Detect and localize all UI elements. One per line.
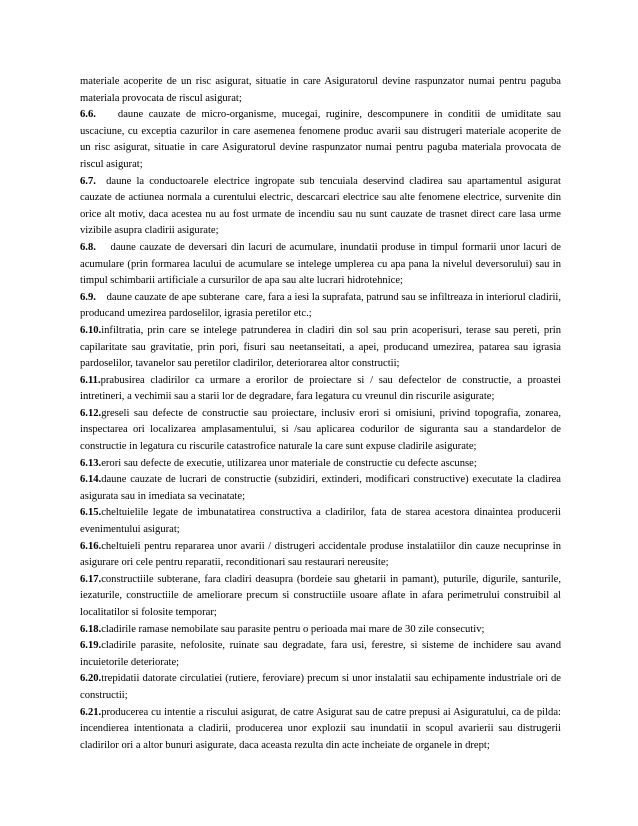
paragraph-6-15 <box>80 505 561 538</box>
paragraph-number: 6.7. <box>80 175 96 187</box>
paragraph-6-11 <box>80 373 561 406</box>
paragraph-6-10 <box>80 323 561 373</box>
paragraph-text: prabusirea cladirilor ca urmare a erorilor de proiectare si / sau defectelor de constructie, a proastei intretineri, a vechimii sau a starii lor de degradare, fara legatura cu vreunul din riscurile asigurate; <box>80 374 561 403</box>
paragraph-text: producerea cu intentie a riscului asigurat, de catre Asigurat sau de catre prepusi ai Asiguratului, ca de pilda: incendierea intentionata a cladirii, producerea unor explozii sau inundatii in scopul avarierii sau distrugerii cladirilor ori a altor bunuri asigurate, daca aceasta rezulta din acte incheiate de organele in drept; <box>80 706 561 751</box>
paragraph-text: materiale acoperite de un risc asigurat, situatie in care Asiguratorul devine raspunzator numai pentru paguba materiala provocata de riscul asigurat; <box>80 76 561 104</box>
paragraph-text: cladirile parasite, nefolosite, ruinate sau degradate, fara usi, ferestre, si sisteme de inchidere sau avand incuietorile deteriorate; <box>80 640 561 668</box>
paragraph-text: greseli sau defecte de constructie sau proiectare, inclusiv erori si omisiuni, privind topografia, zonarea, inspectarea ori localizarea amplasamentului, si /sau aplicarea codurilor de siguranta sau a standardelor de constructie in legatura cu riscurile catastrofice naturale la care sunt expuse cladirile asigurate; <box>80 407 561 453</box>
paragraph-number: 6.17. <box>80 573 102 585</box>
paragraph-number: 6.21. <box>80 706 102 718</box>
paragraph-number: 6.8. <box>80 241 96 253</box>
paragraph-number: 6.9. <box>80 291 96 303</box>
paragraph-text: infiltratia, prin care se intelege patrunderea in cladiri din sol sau prin acoperisuri, terase sau pereti, prin capilaritate sau gravitatie, prin pori, fisuri sau neetanseitati, a apei, producand umezirea, patarea sau igrasia pardoselilor, tavanelor sau peretilor cladirilor, deteriorarea altor constructii; <box>80 324 561 370</box>
paragraph-text: daune cauzate de lucrari de constructie (subzidiri, extinderi, modificari constructive) executate la cladirea asigurata sau in imediata sa vecinatate; <box>80 474 561 502</box>
paragraph-text: cladirile ramase nemobilate sau parasite pentru o perioada mai mare de 30 zile consecutiv; <box>101 623 485 635</box>
paragraph-6-7 <box>80 174 564 240</box>
paragraph-number: 6.14. <box>80 474 102 486</box>
paragraph-6-9 <box>80 290 564 323</box>
paragraph-text: trepidatii datorate circulatiei (rutiere, feroviare) precum si unor instalatii sau echipamente industriale ori de constructii; <box>80 673 561 701</box>
document-page <box>80 74 564 754</box>
paragraph-6-20 <box>80 671 561 704</box>
paragraph-text: erori sau defecte de executie, utilizarea unor materiale de constructie cu defecte ascunse; <box>101 457 477 469</box>
paragraph-6-17 <box>80 572 561 622</box>
paragraph-number: 6.12. <box>80 407 102 419</box>
paragraph-number: 6.16. <box>80 540 102 552</box>
paragraph-number: 6.13. <box>80 457 102 469</box>
paragraph-6-12 <box>80 406 561 456</box>
paragraph-continuation <box>80 74 561 107</box>
paragraph-6-21 <box>80 705 561 755</box>
paragraph-number: 6.6. <box>80 109 96 121</box>
paragraph-number: 6.15. <box>80 507 102 519</box>
paragraph-6-19 <box>80 638 561 671</box>
paragraph-text: cheltuielile legate de imbunatatirea constructiva a cladirilor, fata de starea acestora dinaintea producerii evenimentului asigurat; <box>80 507 561 536</box>
paragraph-6-13 <box>80 456 561 473</box>
paragraph-6-14 <box>80 472 561 505</box>
paragraph-number: 6.19. <box>80 640 102 652</box>
paragraph-text: constructiile subterane, fara cladiri deasupra (bordeie sau ghetarii in pamant), puturile, digurile, santurile, iezaturile, constructiile de ameliorare precum si constructiile usoare aflate in afara perimetrului construibil al localitatilor si folosite temporar; <box>80 573 561 618</box>
paragraph-number: 6.11. <box>80 374 101 386</box>
paragraph-6-18 <box>80 622 561 639</box>
paragraph-6-8 <box>80 240 564 290</box>
paragraph-number: 6.10. <box>80 324 102 336</box>
paragraph-text: daune cauzate de ape subterane care, fara a iesi la suprafata, patrund sau se infiltreaza in interiorul cladirii, producand umezirea pardoselilor, igrasia peretilor etc.; <box>80 291 564 320</box>
paragraph-6-16 <box>80 539 561 572</box>
paragraph-6-6 <box>80 107 564 173</box>
paragraph-number: 6.18. <box>80 623 102 635</box>
paragraph-text: daune cauzate de deversari din lacuri de acumulare, inundatii produse in timpul formarii unor lacuri de acumulare (prin formarea lacului de acumulare se intelege umplerea cu apa pana la nivelul deversorului) sau in timpul schimbarii artificiale a cursurilor de apa sau alte lucrari hidrotehnice; <box>80 241 564 287</box>
paragraph-number: 6.20. <box>80 673 102 685</box>
paragraph-text: daune la conductoarele electrice ingropate sub tencuiala deservind cladirea sau apartamentul asigurat cauzate de actiunea normala a curentului electric, descarcari electrice sau alte fenomene electrice, survenite din orice alt motiv, daca acestea nu au fost urmate de incendiu sau nu sunt cauzate de trasnet direct care lasa urme vizibile asupra cladirii asigurate; <box>80 175 564 237</box>
paragraph-text: daune cauzate de micro-organisme, mucegai, ruginire, descompunere in conditii de umiditate sau uscaciune, cu exceptia cazurilor in care asemenea fenomene produc avarii sau distrugeri materiale acoperite de un risc asigurat, situatie in care Asiguratorul devine raspunzator numai pentru paguba materiala provocata de riscul asigurat; <box>80 109 564 170</box>
paragraph-text: cheltuieli pentru repararea unor avarii / distrugeri accidentale produse instalatiilor din cauze necuprinse in asigurare ori cele pentru reparatii, reconditionari sau restaurari nereusite; <box>80 540 561 569</box>
